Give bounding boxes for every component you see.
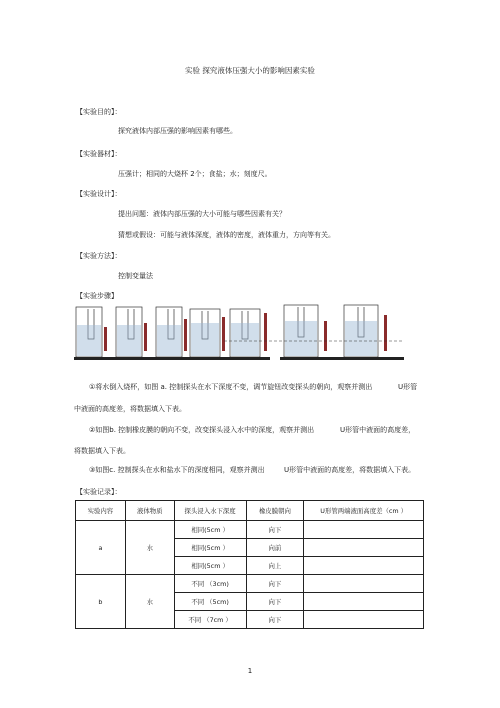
step-1-text: ①将水倒入烧杯，如图 a. 控制探头在水下深度不变，调节旋钮改变探头的朝向，观察并测出 <box>89 383 373 391</box>
step-1-continued: 中液面的高度差，将数据填入下表。 <box>74 405 186 413</box>
design-heading: 【实验设计】： <box>76 190 122 198</box>
step-3-text-end: U形管中液面的高度差，将数据填入下表。 <box>284 466 416 474</box>
purpose-heading: 【实验目的】： <box>76 108 122 116</box>
method-heading: 【实验方法】： <box>76 252 122 260</box>
document-title: 实验 探究液体压强大小的影响因素实验 <box>185 66 315 75</box>
depth-cell: 不同 （3cm) <box>174 575 246 593</box>
page-number: 1 <box>247 667 253 675</box>
group-b-content: b <box>76 575 126 629</box>
header-liquid: 液体物质 <box>125 501 174 521</box>
header-direction: 橡皮膜朝向 <box>246 501 304 521</box>
direction-cell: 向下 <box>246 521 304 539</box>
depth-cell: 相同(5cm ） <box>174 557 246 575</box>
table-row <box>76 575 424 593</box>
step-2-continued: 将数据填入下表。 <box>74 447 130 455</box>
steps-heading: 【实验步骤】 <box>76 292 118 300</box>
height-diff-cell[interactable] <box>304 593 424 611</box>
table-row <box>76 521 424 539</box>
table-header-row <box>76 501 424 521</box>
purpose-text: 探究液体内部压强的影响因素有哪些。 <box>118 127 237 135</box>
height-diff-cell[interactable] <box>304 521 424 539</box>
design-hypothesis: 猜想或假设：可能与液体深度，液体的密度，液体重力，方向等有关。 <box>118 231 335 239</box>
step-2-text-end: U形管中液面的高度差， <box>340 426 416 434</box>
record-heading: 【实验记录】： <box>76 488 122 496</box>
group-b-liquid: 水 <box>125 575 174 629</box>
header-content: 实验内容 <box>76 501 126 521</box>
height-diff-cell[interactable] <box>304 557 424 575</box>
step-3-text: ③如图c. 控制探头在水和盐水下的深度相同，观察并测出 <box>89 466 265 474</box>
direction-cell: 向下 <box>246 593 304 611</box>
depth-cell: 相同(5cm ） <box>174 539 246 557</box>
depth-cell: 相同(5cm ） <box>174 521 246 539</box>
method-text: 控制变量法 <box>118 272 153 280</box>
direction-cell: 向下 <box>246 611 304 629</box>
height-diff-cell[interactable] <box>304 575 424 593</box>
depth-cell: 不同 （5cm) <box>174 593 246 611</box>
group-a-liquid: 水 <box>125 521 174 575</box>
materials-heading: 【实验器材】： <box>76 150 122 158</box>
header-height-diff: U形管两端液面高度差（cm ） <box>304 501 424 521</box>
depth-cell: 不同 （7cm ） <box>174 611 246 629</box>
header-depth: 探头浸入水下深度 <box>174 501 246 521</box>
direction-cell: 向前 <box>246 539 304 557</box>
height-diff-cell[interactable] <box>304 539 424 557</box>
step-2-text: ②如图b. 控制橡皮膜的朝向不变，改变探头浸入水中的深度，观察并测出 <box>89 426 315 434</box>
materials-text: 压强计；相同的大烧杯 2个；食盐；水；刻度尺。 <box>118 170 272 178</box>
direction-cell: 向下 <box>246 575 304 593</box>
group-a-content: a <box>76 521 126 575</box>
design-question: 提出问题：液体内部压强的大小可能与哪些因素有关？ <box>118 210 286 218</box>
direction-cell: 向上 <box>246 557 304 575</box>
apparatus-figure <box>74 297 405 367</box>
step-1-text-end: U形管 <box>398 383 418 391</box>
record-table <box>75 500 424 629</box>
height-diff-cell[interactable] <box>304 611 424 629</box>
